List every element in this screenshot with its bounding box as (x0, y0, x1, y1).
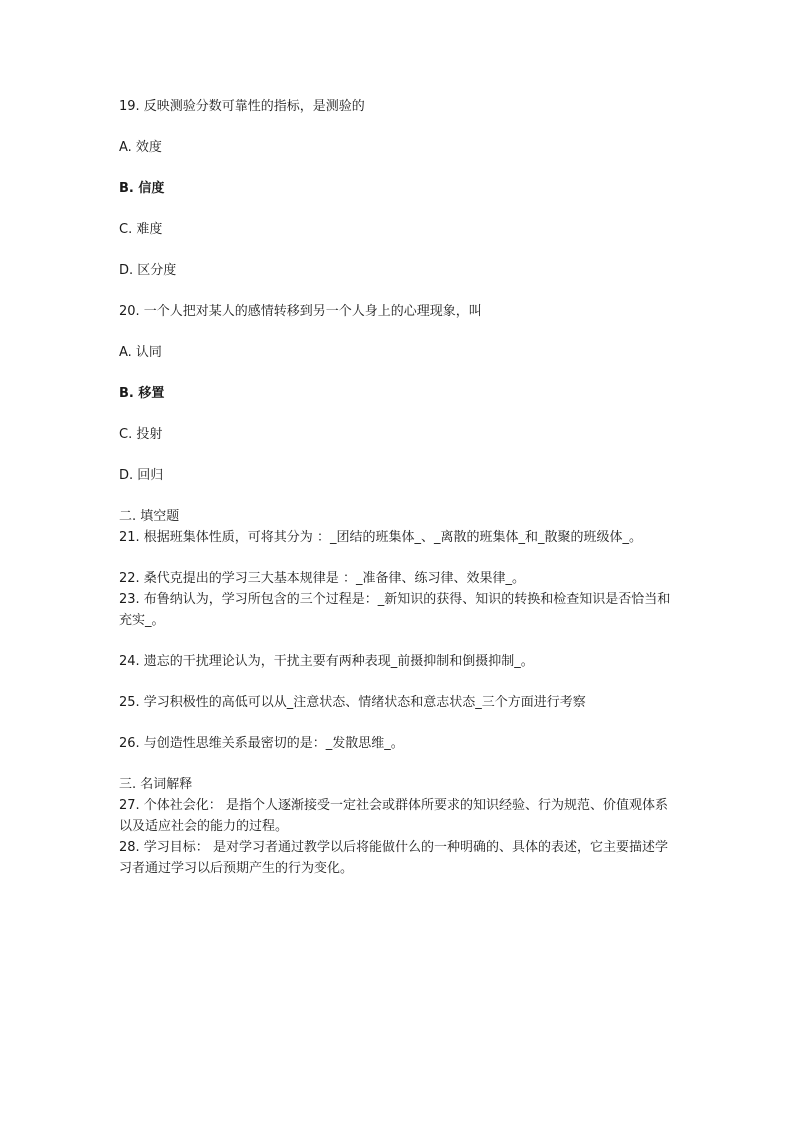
question-26: 26. 与创造性思维关系最密切的是：_发散思维_。 (119, 736, 404, 751)
q19-option-a: A. 效度 (119, 140, 162, 155)
question-25: 25. 学习积极性的高低可以从_注意状态、情绪状态和意志状态_三个方面进行考察 (119, 695, 586, 710)
q20-option-a: A. 认同 (119, 345, 162, 360)
q19-option-b: B. 信度 (119, 181, 165, 196)
question-27: 27. 个体社会化： 是指个人逐渐接受一定社会或群体所要求的知识经验、行为规范、价值观体系以及适应社会的能力的过程。 (119, 798, 668, 834)
section-heading-fill-in: 二. 填空题 (119, 509, 180, 524)
question-21: 21. 根据班集体性质，可将其分为 ：_团结的班集体_、_离散的班集体_和_散聚的班级体_。 (119, 530, 642, 545)
q19-option-c: C. 难度 (119, 222, 163, 237)
question-19: 19. 反映测验分数可靠性的指标，是测验的 (119, 99, 365, 114)
document-page (119, 96, 679, 879)
question-23: 23. 布鲁纳认为，学习所包含的三个过程是：_新知识的获得、知识的转换和检查知识是否恰当和充实_。 (119, 592, 671, 628)
section-heading-definitions: 三. 名词解释 (119, 777, 193, 792)
q20-option-b: B. 移置 (119, 386, 165, 401)
question-28: 28. 学习目标： 是对学习者通过教学以后将能做什么的一种明确的、具体的表述，它主要描述学习者通过学习以后预期产生的行为变化。 (119, 840, 668, 876)
question-20: 20. 一个人把对某人的感情转移到另一个人身上的心理现象，叫 (119, 304, 482, 319)
q20-option-d: D. 回归 (119, 468, 164, 483)
question-22: 22. 桑代克提出的学习三大基本规律是 ：_准备律、练习律、效果律_。 (119, 571, 525, 586)
q20-option-c: C. 投射 (119, 427, 163, 442)
question-24: 24. 遗忘的干扰理论认为，干扰主要有两种表现_前摄抑制和倒摄抑制_。 (119, 654, 534, 669)
q19-option-d: D. 区分度 (119, 263, 177, 278)
